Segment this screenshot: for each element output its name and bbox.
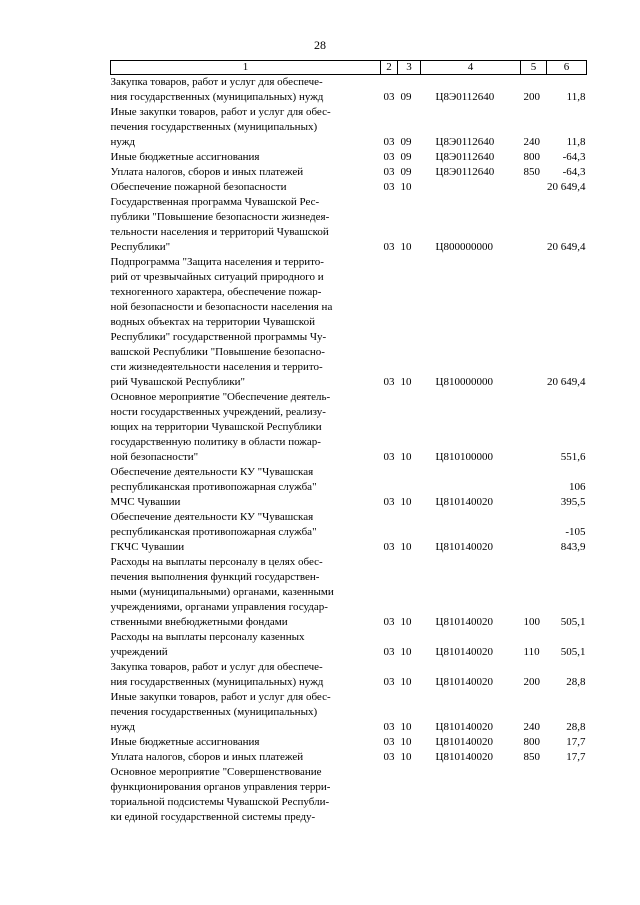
row-target-article (421, 180, 521, 195)
row-subsection: 09 (400, 166, 412, 178)
row-amount: 551,6 (560, 451, 586, 463)
row-section: 03 (383, 241, 395, 253)
table-row (111, 75, 587, 106)
row-amount: 11,8 (566, 91, 586, 103)
column-header-5: 5 (521, 61, 547, 75)
row-expense-group (521, 465, 547, 510)
row-expense-group: 240 (523, 721, 540, 733)
row-target-article: Ц8Э0112640 (435, 151, 495, 163)
row-target-article: Ц810140020 (435, 541, 493, 553)
row-expense-group: 200 (523, 676, 540, 688)
row-amount: 17,7 (566, 736, 586, 748)
row-name: Обеспечение деятельности КУ "Чувашская республиканская противопожарная служба" МЧС Чувашии (110, 466, 317, 508)
row-subsection (398, 765, 421, 825)
row-section: 03 (383, 166, 395, 178)
row-name: Закупка товаров, работ и услуг для обеспече- ния государственных (муниципальных) нужд (110, 661, 324, 688)
table-row (111, 390, 587, 465)
table-row (111, 180, 587, 195)
row-subsection: 10 (400, 676, 412, 688)
row-section: 03 (383, 181, 395, 193)
table-row (111, 765, 587, 825)
row-amount: 20 649,4 (547, 181, 586, 193)
row-name: Основное мероприятие "Обеспечение деятель- ности государственных учреждений, реализу- ющих на территории Чувашской Республики государственную политику в области пожар- ной безопасности" (110, 391, 331, 463)
column-header-3: 3 (398, 61, 421, 75)
row-amount: 28,8 (566, 721, 586, 733)
page-number: 28 (314, 38, 326, 52)
table-body (111, 75, 587, 826)
table-row (111, 690, 587, 735)
row-subsection: 10 (400, 736, 412, 748)
row-amount: -64,3 (562, 151, 586, 163)
row-section: 03 (383, 616, 395, 628)
table-row (111, 105, 587, 150)
table-header (111, 61, 587, 75)
row-name: Обеспечение деятельности КУ "Чувашская республиканская противопожарная служба" ГКЧС Чувашии (110, 511, 317, 553)
row-expense-group: 800 (523, 151, 540, 163)
row-name: Подпрограмма "Защита населения и террито- рий от чрезвычайных ситуаций природного и техногенного характера, обеспечение пожар- ной безопасности и безопасности населения на водных объектах на территории Чувашской Республики" государственной программы Чу- вашской Республики "Повышение безопасно- сти жизнедеятельности населения и террито- рий Чувашской Республики" (110, 256, 333, 388)
row-amount (547, 765, 587, 825)
row-amount: 106 395,5 (560, 481, 586, 508)
column-header-6: 6 (547, 61, 587, 75)
row-amount: 17,7 (566, 751, 586, 763)
row-target-article: Ц8Э0112640 (435, 91, 495, 103)
row-target-article: Ц810140020 (435, 496, 493, 508)
column-header-4: 4 (421, 61, 521, 75)
table-row (111, 555, 587, 630)
row-target-article: Ц810100000 (435, 451, 493, 463)
row-subsection: 10 (400, 496, 412, 508)
row-name: Основное мероприятие "Совершенствование функционирования органов управления терри- ториальной подсистемы Чувашской Республи- ки единой государственной системы преду- (110, 766, 331, 823)
row-target-article (421, 765, 521, 825)
row-expense-group (521, 180, 547, 195)
row-amount: -64,3 (562, 166, 586, 178)
row-expense-group (521, 510, 547, 555)
row-target-article: Ц8Э0112640 (435, 136, 495, 148)
row-subsection: 10 (400, 241, 412, 253)
row-section: 03 (383, 151, 395, 163)
table-row (111, 465, 587, 510)
row-section: 03 (383, 451, 395, 463)
row-section: 03 (383, 376, 395, 388)
row-target-article: Ц810140020 (435, 721, 493, 733)
row-name: Расходы на выплаты персоналу в целях обес- печения выполнения функций государствен- ными (муниципальными) органами, казенными учреждениями, органами управления государ- ственными внебюджетными фондами (110, 556, 334, 628)
row-target-article: Ц810140020 (435, 676, 493, 688)
row-name: Уплата налогов, сборов и иных платежей (110, 166, 304, 178)
row-target-article: Ц810140020 (435, 646, 493, 658)
row-subsection: 10 (400, 541, 412, 553)
row-amount: 28,8 (566, 676, 586, 688)
row-section: 03 (383, 736, 395, 748)
row-subsection: 10 (400, 376, 412, 388)
row-section: 03 (383, 751, 395, 763)
row-name: Государственная программа Чувашской Рес- публики "Повышение безопасности жизнедея- тельности населения и территорий Чувашской Республики" (110, 196, 330, 253)
table-row (111, 660, 587, 690)
row-target-article: Ц810000000 (435, 376, 493, 388)
header-row (111, 61, 587, 75)
row-section: 03 (383, 721, 395, 733)
row-target-article: Ц800000000 (435, 241, 493, 253)
row-expense-group: 100 (523, 616, 540, 628)
row-section: 03 (383, 136, 395, 148)
row-expense-group (521, 195, 547, 255)
row-section: 03 (383, 646, 395, 658)
row-expense-group: 200 (523, 91, 540, 103)
table-row (111, 510, 587, 555)
row-expense-group: 850 (523, 751, 540, 763)
row-subsection: 09 (400, 136, 412, 148)
row-name: Иные закупки товаров, работ и услуг для обес- печения государственных (муниципальных) нужд (110, 106, 331, 148)
row-name: Закупка товаров, работ и услуг для обеспече- ния государственных (муниципальных) нужд (110, 76, 324, 103)
row-subsection: 09 (400, 151, 412, 163)
row-name: Иные бюджетные ассигнования (110, 736, 260, 748)
row-amount: 11,8 (566, 136, 586, 148)
table-row (111, 255, 587, 390)
row-amount: 20 649,4 (547, 376, 586, 388)
row-target-article: Ц810140020 (435, 616, 493, 628)
row-section: 03 (383, 496, 395, 508)
row-name: Иные закупки товаров, работ и услуг для обес- печения государственных (муниципальных) нужд (110, 691, 331, 733)
column-header-2: 2 (381, 61, 398, 75)
row-subsection: 10 (400, 751, 412, 763)
row-amount: 505,1 (560, 646, 586, 658)
row-section: 03 (383, 91, 395, 103)
row-amount: -105 843,9 (560, 526, 586, 553)
row-target-article: Ц8Э0112640 (435, 166, 495, 178)
row-expense-group: 800 (523, 736, 540, 748)
row-expense-group: 110 (523, 646, 540, 658)
row-expense-group: 240 (523, 136, 540, 148)
table-row (111, 195, 587, 255)
row-section: 03 (383, 541, 395, 553)
row-subsection: 10 (400, 721, 412, 733)
budget-table (110, 60, 587, 825)
row-subsection: 10 (400, 451, 412, 463)
table-row (111, 735, 587, 750)
row-name: Уплата налогов, сборов и иных платежей (110, 751, 304, 763)
row-expense-group (521, 255, 547, 390)
row-subsection: 09 (400, 91, 412, 103)
row-name: Обеспечение пожарной безопасности (110, 181, 287, 193)
table-row (111, 165, 587, 180)
row-expense-group: 850 (523, 166, 540, 178)
row-expense-group (521, 390, 547, 465)
row-target-article: Ц810140020 (435, 736, 493, 748)
row-expense-group (521, 765, 547, 825)
row-target-article: Ц810140020 (435, 751, 493, 763)
row-subsection: 10 (400, 181, 412, 193)
row-amount: 505,1 (560, 616, 586, 628)
table-row (111, 750, 587, 765)
row-subsection: 10 (400, 616, 412, 628)
row-section (381, 765, 398, 825)
row-amount: 20 649,4 (547, 241, 586, 253)
column-header-1: 1 (111, 61, 381, 75)
table-row (111, 150, 587, 165)
row-name: Расходы на выплаты персоналу казенных учреждений (110, 631, 305, 658)
row-subsection: 10 (400, 646, 412, 658)
row-name: Иные бюджетные ассигнования (110, 151, 260, 163)
row-section: 03 (383, 676, 395, 688)
table-row (111, 630, 587, 660)
